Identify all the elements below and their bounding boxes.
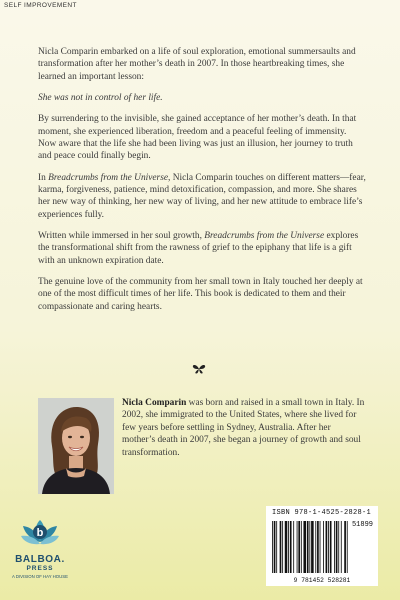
blurb-paragraph: By surrendering to the invisible, she gained acceptance of her mother’s death. In that moment, she experienced liberation, freedom and a peaceful feeling of immensity. Now aware that the life she had been living was just an illusion, her journey to truth and peace could finally begin. xyxy=(38,114,357,162)
back-cover-blurb xyxy=(38,46,366,322)
blurb-text: In xyxy=(38,172,49,183)
barcode-bars xyxy=(272,521,372,573)
author-bio xyxy=(122,397,366,459)
barcode-digits: 9 781452 528281 xyxy=(293,577,351,584)
emblem-letter: b xyxy=(36,527,44,539)
publisher-imprint: PRESS xyxy=(26,565,54,572)
blurb-pull-quote: She was not in control of her life. xyxy=(38,93,163,104)
blurb-text: Written while immersed in her soul growth, xyxy=(38,231,205,242)
blurb-paragraph: The genuine love of the community from her small town in Italy touched her deeply at one of the most difficult times of her life. This book is dedicated to them and their compassionate and caring hearts. xyxy=(38,277,363,312)
isbn-barcode xyxy=(266,506,378,586)
lotus-b-emblem-icon xyxy=(20,518,60,554)
book-title: Breadcrumbs from the Universe xyxy=(204,231,325,242)
publisher-division: A DIVISION OF HAY HOUSE xyxy=(12,574,68,579)
blurb-paragraph xyxy=(38,172,366,222)
publisher-name: BALBOA. xyxy=(15,554,65,565)
blurb-text: explores the transformational shift from the rawness of grief to the epiphany that life is a gift with an unknown expiration date. xyxy=(38,231,359,266)
price-code: 51899 xyxy=(351,521,373,529)
blurb-paragraph: Nicla Comparin embarked on a life of soul exploration, emotional summersaults and transformation after her mother’s death in 2007. In those heartbreaking times, she learned an important lesson: xyxy=(38,47,356,82)
blurb-paragraph xyxy=(38,230,366,267)
butterfly-ornament-icon xyxy=(192,361,206,371)
isbn-number: ISBN 978-1-4525-2828-1 xyxy=(272,509,372,517)
book-title: Breadcrumbs from the Universe, xyxy=(48,172,171,183)
publisher-logo xyxy=(4,518,76,592)
genre-label: SELF IMPROVEMENT xyxy=(4,2,77,9)
blurb-text: Nicla Comparin touches on different matters—fear, karma, forgiveness, patience, mind detoxification, compassion, and more. She shares her new way of thinking, her new way of living, and her new attitude to embrace life’s experiences fully. xyxy=(38,172,366,220)
author-photo xyxy=(38,398,114,494)
author-name: Nicla Comparin xyxy=(122,398,187,408)
author-bio-text: was born and raised in a small town in Italy. In 2002, she immigrated to the United States, where she lived for few years before settling in Sydney, Australia. After her mother’s death in 2007, she began a journey of growth and soul transformation. xyxy=(122,398,365,458)
